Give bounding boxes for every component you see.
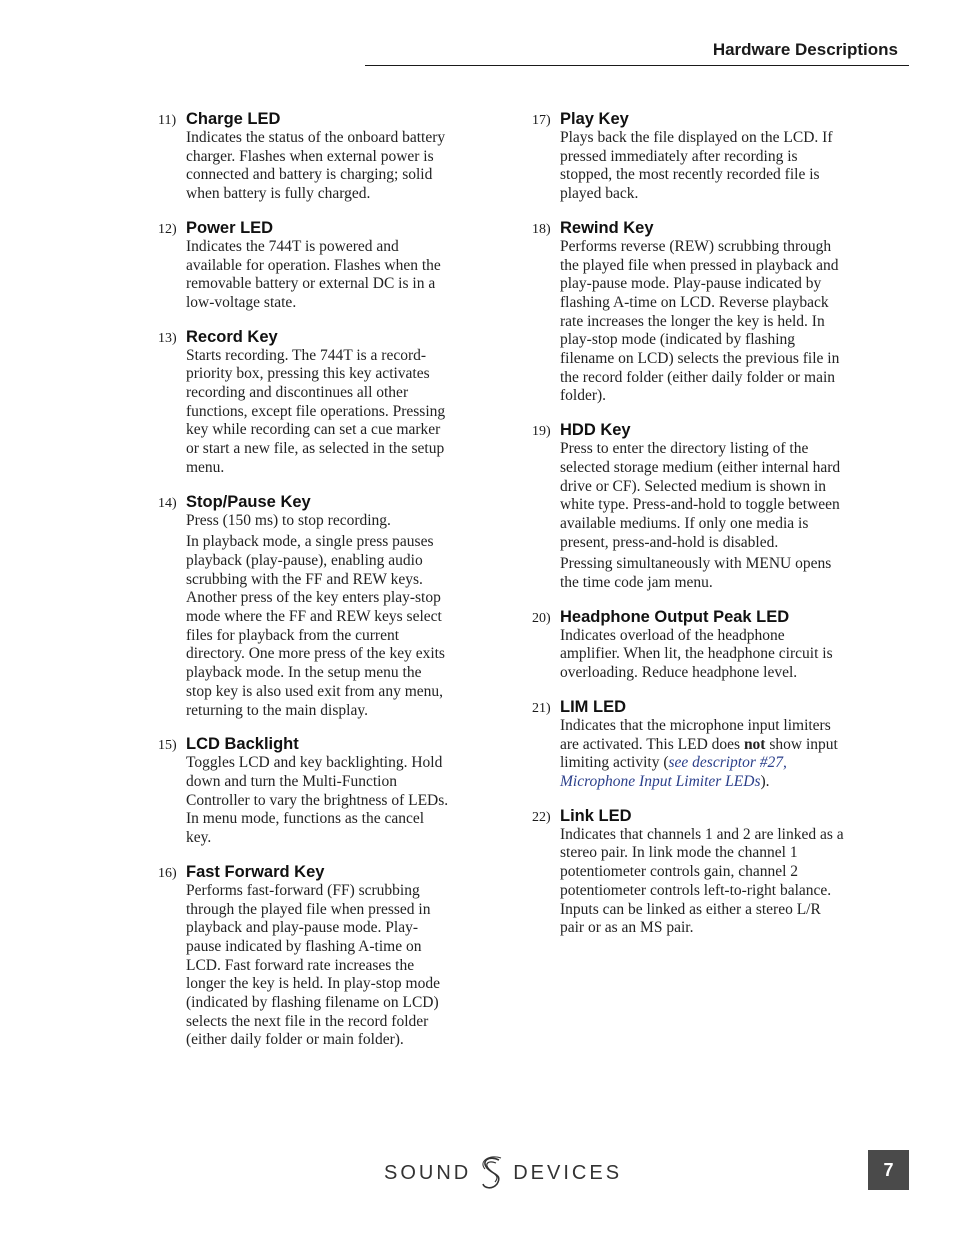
entry-lim-led	[524, 697, 844, 792]
entry-number: 21)	[532, 700, 551, 716]
page-number: 7	[868, 1150, 909, 1190]
text-segment: Indicates that the microphone input limiters are activated. This LED does	[560, 716, 831, 753]
entry-record-key	[150, 327, 450, 478]
entry-power-led	[150, 218, 450, 313]
entry-rewind-key	[524, 218, 844, 406]
right-column	[524, 109, 844, 952]
emphasis-text: not	[743, 735, 766, 753]
page-header-title: Hardware Descriptions	[712, 40, 898, 59]
entry-lcd-backlight	[150, 734, 450, 848]
entry-title: LIM LED	[560, 697, 626, 716]
entry-description: Indicates overload of the headphone amplifier. When lit, the headphone circuit is overloading. Reduce headphone level.	[560, 626, 833, 682]
swirl-s-icon	[477, 1155, 507, 1191]
entry-title: Power LED	[186, 218, 274, 237]
entry-number: 18)	[532, 221, 551, 237]
entry-title: HDD Key	[560, 421, 631, 440]
entry-number: 13)	[158, 330, 177, 346]
entry-title: Charge LED	[186, 110, 281, 128]
entry-title: Link LED	[560, 806, 632, 825]
entry-description: Plays back the file displayed on the LCD. If pressed immediately after recording is stopped, the most recently recorded file is played back.	[560, 129, 833, 203]
entry-number: 12)	[158, 221, 177, 237]
entry-title: Stop/Pause Key	[186, 492, 311, 511]
entry-description: In playback mode, a single press pauses playback (play-pause), enabling audio scrubbing with the FF and REW keys. Another press of the key enters play-stop mode where the FF and REW keys select files for playback from the current directory. One more press of the key exits playback mode. In the setup menu the stop key is also used exit from any menu, returning to the main display.	[186, 533, 445, 719]
entry-headphone-peak-led	[524, 607, 844, 683]
entry-number: 14)	[158, 495, 177, 511]
entry-description: Indicates the status of the onboard battery charger. Flashes when external power is connected and battery is charging; solid when battery is fully charged.	[186, 129, 446, 203]
entry-title: LCD Backlight	[186, 735, 299, 754]
entry-description: Performs reverse (REW) scrubbing through the played file when pressed in playback and play-pause mode. Play-pause indicated by flashing A-time on LCD. Reverse playback rate increases the longer the key is held. In play-stop mode (indicated by flashing filename on LCD) selects the previous file in the record folder (either daily folder or main folder).	[560, 237, 840, 405]
entry-number: 22)	[532, 809, 551, 825]
text-segment: show input limiting activity (	[560, 735, 838, 772]
entry-hdd-key	[524, 420, 844, 593]
entry-description: Press to enter the directory listing of the selected storage medium (either internal hard drive or CF). Selected medium is shown in white type. Press-and-hold to toggle between available mediums. If only one media is present, press-and-hold is disabled.	[560, 440, 841, 551]
entry-title: Play Key	[560, 110, 629, 128]
left-column	[150, 109, 450, 1064]
entry-title: Headphone Output Peak LED	[560, 607, 790, 626]
entry-description	[560, 717, 844, 792]
entry-stop-pause-key	[150, 492, 450, 721]
entry-number: 16)	[158, 865, 177, 881]
text-segment: ).	[760, 772, 770, 790]
entry-description: Starts recording. The 744T is a record-priority box, pressing this key activates recording and discontinues all other functions, except file operations. Pressing key while recording can set a cue marker or start a new file, as selected in the setup menu.	[186, 346, 446, 476]
entry-description: Performs fast-forward (FF) scrubbing through the played file when pressed in playback and play-pause mode. Play-pause indicated by flashing A-time on LCD. Fast forward rate increases the longer the key is held. In play-stop mode (indicated by flashing filename on LCD) selects the next file in the record folder (either daily folder or main folder).	[186, 881, 440, 1049]
logo-text-left: SOUND	[384, 1161, 472, 1184]
entry-link-led	[524, 806, 844, 938]
entry-description: Pressing simultaneously with MENU opens the time code jam menu.	[560, 555, 832, 592]
entry-number: 15)	[158, 738, 177, 754]
entry-description: Indicates that channels 1 and 2 are linked as a stereo pair. In link mode the channel 1 potentiometer controls gain, channel 2 potentiometer controls left-to-right balance. Inputs can be linked as either a stereo L/R pair or as an MS pair.	[560, 825, 844, 937]
entry-description: Toggles LCD and key backlighting. Hold down and turn the Multi-Function Controller to vary the brightness of LEDs. In menu mode, functions as the cancel key.	[186, 754, 449, 847]
entry-charge-led	[150, 109, 450, 204]
entry-number: 20)	[532, 610, 551, 626]
entry-title: Record Key	[186, 327, 278, 346]
entry-description: Indicates the 744T is powered and available for operation. Flashes when the removable battery or external DC is in a low-voltage state.	[186, 237, 441, 311]
entry-title: Fast Forward Key	[186, 862, 325, 881]
header-divider	[365, 65, 909, 66]
sound-devices-logo	[384, 1155, 622, 1191]
entry-fast-forward-key	[150, 862, 450, 1050]
entry-number: 17)	[532, 113, 551, 128]
entry-play-key	[524, 109, 844, 204]
cross-reference-link[interactable]: see descriptor #27, Microphone Input Limiter LEDs	[560, 754, 787, 790]
entry-number: 11)	[158, 113, 177, 128]
entry-number: 19)	[532, 424, 551, 440]
logo-text-right: DEVICES	[513, 1161, 623, 1184]
entry-description: Press (150 ms) to stop recording.	[186, 511, 391, 529]
entry-title: Rewind Key	[560, 218, 654, 237]
